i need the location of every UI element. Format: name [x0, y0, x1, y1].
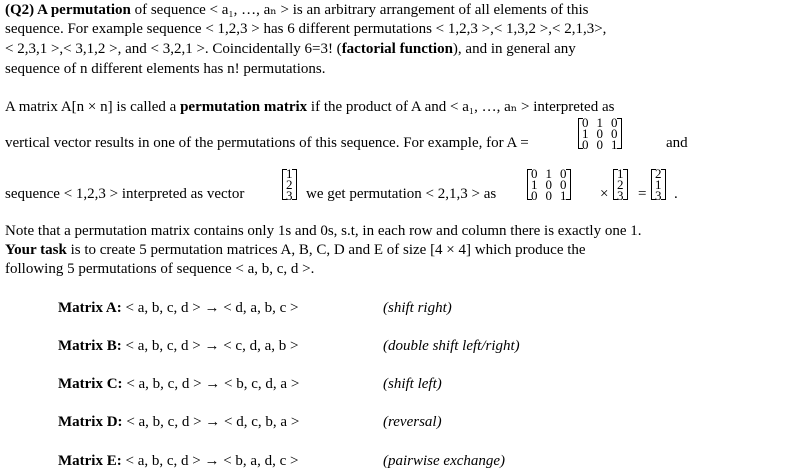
example-matrix-a: [578, 117, 622, 150]
matrix-note: (pairwise exchange): [383, 453, 506, 469]
matrix-permutation: < a, b, c, d > → < c, d, a, b >: [125, 338, 299, 354]
pm-line-2-and: and: [666, 135, 688, 151]
note-line: Note that a permutation matrix contains only 1s and 0s, s.t, in each row and column there is exactly one 1.: [5, 223, 642, 239]
pm-line-1-a: A matrix A[n × n] is called a: [5, 99, 181, 115]
matrix-cell: 0: [611, 115, 618, 130]
q2-line-3: [5, 39, 576, 59]
vector-cell: 3: [286, 188, 293, 203]
matrix-note: (shift right): [383, 300, 452, 316]
matrix-note: (shift left): [383, 376, 442, 392]
matrix-cell: 0: [582, 115, 589, 130]
product-vector-123: [613, 168, 628, 201]
period: .: [674, 186, 678, 202]
q2-line-3-b: ), and in general any: [452, 41, 576, 57]
vector-cell: 1: [286, 166, 293, 181]
pm-line-3: [5, 184, 244, 204]
pm-line-3-a: sequence < 1,2,3 > interpreted as vector: [5, 186, 245, 202]
matrix-note: (reversal): [383, 414, 442, 430]
matrix-cell: 0: [560, 166, 567, 181]
pm-line-1: [5, 97, 614, 117]
q2-line-2: sequence. For example sequence < 1,2,3 > has 6 different permutations < 1,2,3 >,< 1,3,2 >,< 2,1,3>,: [5, 21, 607, 37]
result-vector-213: [651, 168, 666, 201]
equals-symbol: =: [638, 186, 647, 202]
matrix-cell: 0: [531, 166, 538, 181]
q2-line-1: [5, 0, 588, 20]
matrix-permutation: < a, b, c, d > → < b, c, d, a >: [126, 376, 300, 392]
matrix-label: Matrix E:: [58, 453, 122, 469]
matrix-label: Matrix A:: [58, 300, 122, 316]
matrix-label: Matrix B:: [58, 338, 122, 354]
vector-cell: 2: [617, 177, 624, 192]
task-label: Your task: [5, 242, 67, 258]
matrix-cell: 0: [582, 137, 589, 152]
q2-intro: (Q2) A: [5, 2, 51, 18]
matrix-cell: 0: [596, 137, 603, 152]
matrix-permutation: < a, b, c, d > → < b, a, d, c >: [125, 453, 299, 469]
matrix-cell: 1: [531, 177, 538, 192]
vector-cell: 2: [286, 177, 293, 192]
q2-line-3-a: < 2,3,1 >,< 3,1,2 >, and < 3,2,1 >. Coincidentally 6=3! (: [5, 41, 342, 57]
task-line: [5, 240, 586, 260]
matrix-label: Matrix C:: [58, 376, 123, 392]
vector-cell: 1: [655, 177, 662, 192]
matrix-permutation: < a, b, c, d > → < d, a, b, c >: [125, 300, 299, 316]
vector-cell: 3: [617, 188, 624, 203]
vector-cell: 1: [617, 166, 624, 181]
product-matrix-a: [527, 168, 571, 201]
term-factorial: factorial function: [341, 41, 453, 57]
matrix-cell: 0: [596, 126, 603, 141]
pm-line-3-b: we get permutation < 2,1,3 > as: [306, 186, 497, 202]
times-symbol: ×: [600, 186, 609, 202]
matrix-label: Matrix D:: [58, 414, 123, 430]
vector-123: [282, 168, 297, 201]
matrix-cell: 0: [545, 188, 552, 203]
matrix-permutation: < a, b, c, d > → < d, c, b, a >: [126, 414, 300, 430]
matrix-c-row: [58, 374, 299, 394]
matrix-cell: 1: [596, 115, 603, 130]
term-permutation-matrix: permutation matrix: [180, 99, 308, 115]
matrix-cell: 0: [531, 188, 538, 203]
matrix-cell: 1: [560, 188, 567, 203]
vector-cell: 2: [655, 166, 662, 181]
task-line-2: following 5 permutations of sequence < a, b, c, d >.: [5, 261, 315, 277]
matrix-e-row: [58, 451, 298, 471]
matrix-d-row: [58, 412, 299, 432]
matrix-cell: 1: [611, 137, 618, 152]
pm-line-1-b: if the product of A and < a₁, …, aₙ > interpreted as: [307, 99, 615, 115]
matrix-note: (double shift left/right): [383, 338, 520, 354]
matrix-a-row: [58, 298, 298, 318]
pm-line-2: [5, 133, 529, 153]
matrix-cell: 1: [582, 126, 589, 141]
matrix-cell: 0: [545, 177, 552, 192]
q2-line-4: sequence of n different elements has n! permutations.: [5, 61, 326, 77]
q2-line-1-rest: of sequence < a₁, …, aₙ > is an arbitrary arrangement of all elements of this: [130, 2, 589, 18]
vector-cell: 3: [655, 188, 662, 203]
term-permutation: permutation: [50, 2, 131, 18]
matrix-cell: 0: [611, 126, 618, 141]
matrix-b-row: [58, 336, 298, 356]
matrix-cell: 1: [545, 166, 552, 181]
matrix-cell: 0: [560, 177, 567, 192]
pm-line-2-a: vertical vector results in one of the permutations of this sequence. For example, for A =: [5, 135, 529, 151]
task-text: is to create 5 permutation matrices A, B, C, D and E of size [4 × 4] which produce the: [66, 242, 586, 258]
